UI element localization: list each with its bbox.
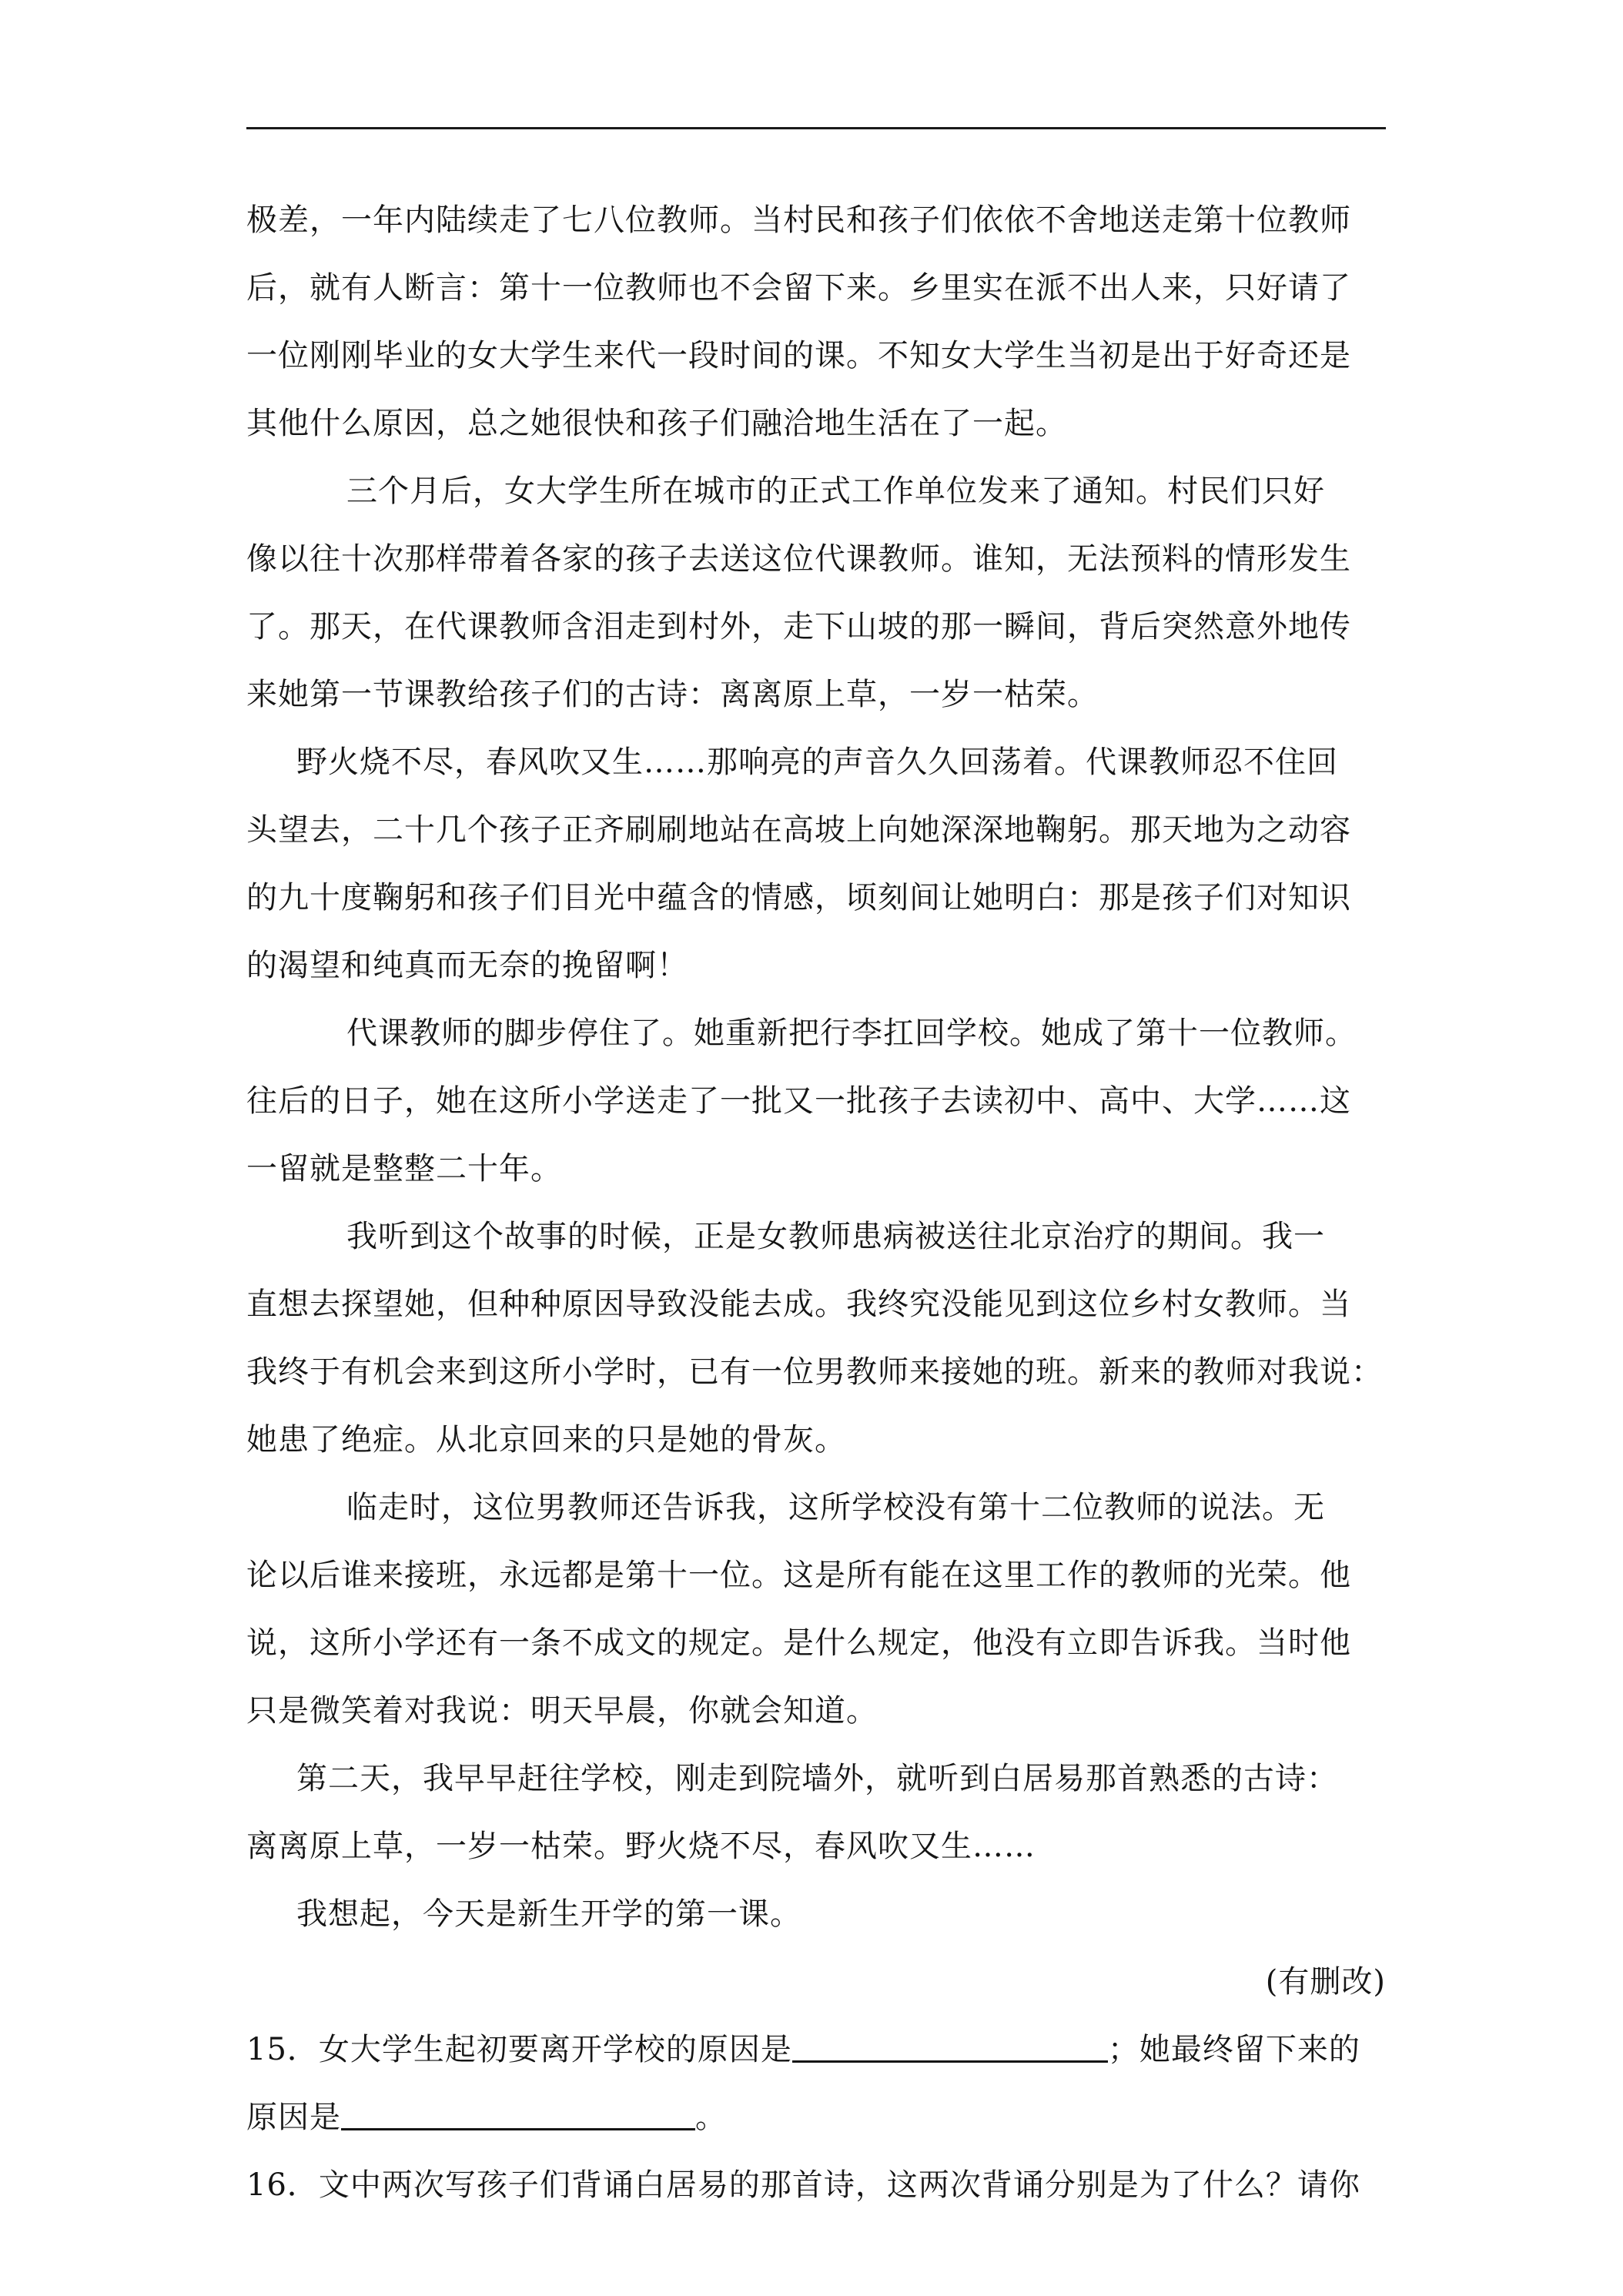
text-line: 直想去探望她，但种种原因导致没能去成。我终究没能见到这位乡村女教师。当 xyxy=(246,1287,1351,1322)
text-line: 头望去，二十几个孩子正齐刷刷地站在高坡上向她深深地鞠躬。那天地为之动容 xyxy=(246,812,1351,848)
text-line: 极差，一年内陆续走了七八位教师。当村民和孩子们依依不舍地送走第十位教师 xyxy=(246,202,1351,238)
text-line: 往后的日子，她在这所小学送走了一批又一批孩子去读初中、高中、大学……这 xyxy=(246,1083,1351,1119)
text-line: 说，这所小学还有一条不成文的规定。是什么规定，他没有立即告诉我。当时他 xyxy=(246,1625,1351,1661)
answer-blank-2[interactable] xyxy=(341,2088,695,2130)
text-line: 的九十度鞠躬和孩子们目光中蕴含的情感，顷刻间让她明白：那是孩子们对知识 xyxy=(246,880,1351,915)
question-15-text: 15．女大学生起初要离开学校的原因是 xyxy=(246,2032,792,2067)
paragraph-start: 三个月后，女大学生所在城市的正式工作单位发来了通知。村民们只好 xyxy=(346,474,1325,509)
paragraph-start: 我听到这个故事的时候，正是女教师患病被送往北京治疗的期间。我一 xyxy=(346,1219,1325,1254)
paragraph-start: 临走时，这位男教师还告诉我，这所学校没有第十二位教师的说法。无 xyxy=(346,1490,1325,1525)
paragraph-start: 我想起，今天是新生开学的第一课。 xyxy=(296,1896,801,1932)
text-line: 来她第一节课教给孩子们的古诗：离离原上草，一岁一枯荣。 xyxy=(246,677,1099,712)
question-16: 16．文中两次写孩子们背诵白居易的那首诗，这两次背诵分别是为了什么？请你 xyxy=(246,2167,1360,2203)
question-15-text: ；她最终留下来的 xyxy=(1107,2032,1360,2067)
paragraph-start: 代课教师的脚步停住了。她重新把行李扛回学校。她成了第十一位教师。 xyxy=(346,1016,1357,1051)
document-body xyxy=(246,186,1386,2219)
text-line: 只是微笑着对我说：明天早晨，你就会知道。 xyxy=(246,1693,878,1729)
question-15-continued xyxy=(246,2083,1386,2151)
text-line: 一位刚刚毕业的女大学生来代一段时间的课。不知女大学生当初是出于好奇还是 xyxy=(246,338,1351,373)
question-15 xyxy=(246,2016,1386,2083)
text-line: 我终于有机会来到这所小学时，已有一位男教师来接她的班。新来的教师对我说： xyxy=(246,1354,1383,1390)
text-line: 了。那天，在代课教师含泪走到村外，走下山坡的那一瞬间，背后突然意外地传 xyxy=(246,609,1351,644)
text-line: 像以往十次那样带着各家的孩子去送这位代课教师。谁知，无法预料的情形发生 xyxy=(246,541,1351,577)
text-line: 离离原上草，一岁一枯荣。野火烧不尽，春风吹又生…… xyxy=(246,1829,1036,1864)
text-line: 论以后谁来接班，永远都是第十一位。这是所有能在这里工作的教师的光荣。他 xyxy=(246,1558,1351,1593)
text-line: 她患了绝症。从北京回来的只是她的骨灰。 xyxy=(246,1422,846,1458)
paragraph-start: 野火烧不尽，春风吹又生……那响亮的声音久久回荡着。代课教师忍不住回 xyxy=(296,745,1338,780)
text-line: 其他什么原因，总之她很快和孩子们融洽地生活在了一起。 xyxy=(246,406,1067,441)
text-line: 的渴望和纯真而无奈的挽留啊！ xyxy=(246,948,688,983)
answer-blank-1[interactable] xyxy=(792,2020,1108,2063)
text-line: 一留就是整整二十年。 xyxy=(246,1151,562,1186)
text-line: 后，就有人断言：第十一位教师也不会留下来。乡里实在派不出人来，只好请了 xyxy=(246,270,1351,306)
header-rule xyxy=(246,127,1386,129)
question-15-text: 原因是 xyxy=(246,2100,341,2135)
source-note: (有删改) xyxy=(1265,1964,1386,2000)
question-15-text: 。 xyxy=(695,2100,727,2135)
paragraph-start: 第二天，我早早赶往学校，刚走到院墙外，就听到白居易那首熟悉的古诗： xyxy=(296,1761,1338,1796)
